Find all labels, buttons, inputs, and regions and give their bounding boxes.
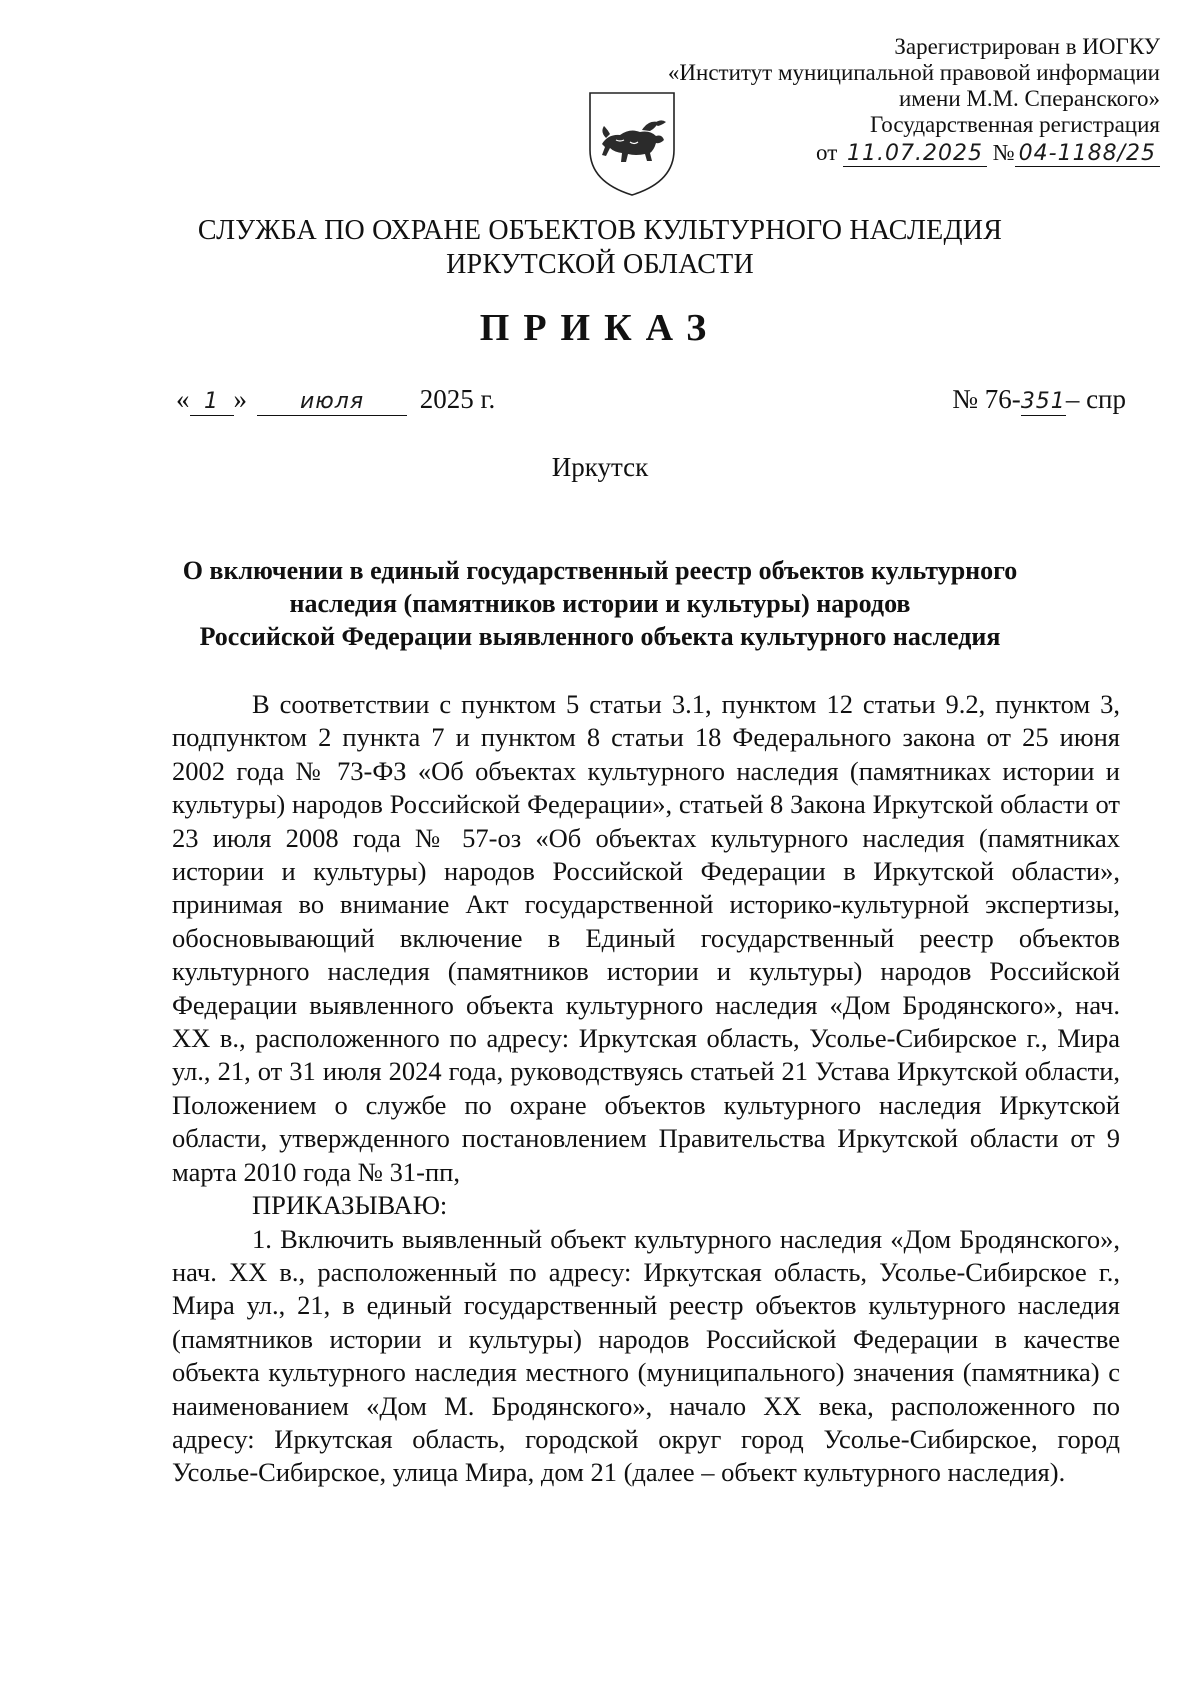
- registration-date: 11.07.2025: [843, 142, 987, 167]
- title-line: наследия (памятников истории и культуры) народов: [289, 589, 911, 618]
- title-line: Российской Федерации выявленного объекта культурного наследия: [199, 622, 1001, 651]
- order-number-prefix: № 76-: [952, 384, 1021, 414]
- order-word: ПРИКАЗЫВАЮ:: [252, 1190, 448, 1221]
- coat-of-arms-icon: [586, 90, 678, 198]
- date-number-row: [176, 384, 1126, 420]
- agency-name: [0, 214, 1200, 282]
- registration-number-prefix: №: [992, 140, 1015, 165]
- document-type: ПРИКАЗ: [479, 307, 721, 349]
- registration-line: Государственная регистрация: [870, 112, 1160, 137]
- date-day: 1: [190, 389, 234, 416]
- registration-line: имени М.М. Сперанского»: [898, 86, 1160, 111]
- registration-stamp: [640, 34, 1160, 167]
- registration-date-prefix: от: [816, 140, 838, 165]
- registration-line: «Институт муниципальной правовой информации: [667, 60, 1160, 85]
- document-title: [150, 554, 1050, 653]
- title-line: О включении в единый государственный реестр объектов культурного: [182, 556, 1018, 585]
- order-number-suffix: – спр: [1065, 384, 1126, 414]
- preamble-paragraph: В соответствии с пунктом 5 статьи 3.1, пунктом 12 статьи 9.2, пунктом 3, подпунктом 2 пункта 7 и пунктом 8 статьи 18 Федерального закона от 25 июня 2002 года № 73-ФЗ «Об объектах культурного наследия (памятниках истории и культуры) народов Российской Федерации», статьей 8 Закона Иркутской области от 23 июля 2008 года № 57-оз «Об объектах культурного наследия (памятниках истории и культуры) народов Российской Федерации в Иркутской области», принимая во внимание Акт государственной историко-культурной экспертизы, обосновывающий включение в Единый государственный реестр объектов культурного наследия (памятников истории и культуры) народов Российской Федерации выявленного объекта культурного наследия «Дом Бродянского», нач. XX в., расположенного по адресу: Иркутская область, Усолье-Сибирское г., Мира ул., 21, от 31 июля 2024 года, руководствуясь статьей 21 Устава Иркутской области, Положением о службе по охране объектов культурного наследия Иркутской области, утвержденного постановлением Правительства Иркутской области от 9 марта 2010 года № 31-пп,: [172, 689, 1120, 1187]
- order-number-value: 351: [1020, 389, 1066, 414]
- agency-name-line: ИРКУТСКОЙ ОБЛАСТИ: [446, 249, 754, 280]
- registration-line: Зарегистрирован в ИОГКУ: [894, 34, 1160, 59]
- registration-number: 04-1188/25: [1015, 142, 1160, 167]
- document-body: [172, 688, 1120, 1490]
- date-open-quote: «: [176, 384, 190, 414]
- date-close-quote: »: [233, 384, 247, 414]
- order-date: [176, 384, 495, 416]
- registration-date-line: [640, 140, 1160, 167]
- date-month: июля: [257, 389, 407, 416]
- order-number: [952, 384, 1126, 416]
- order-item-1: 1. Включить выявленный объект культурного наследия «Дом Бродянского», нач. XX в., расположенный по адресу: Иркутская область, Усолье-Сибирское г., Мира ул., 21, в единый государственный реестр объектов культурного наследия (памятников истории и культуры) народов Российской Федерации в качестве объекта культурного наследия местного (муниципального) значения (памятника) с наименованием «Дом М. Бродянского», начало XX века, расположенного по адресу: Иркутская область, городской округ город Усолье-Сибирское, город Усолье-Сибирское, улица Мира, дом 21 (далее – объект культурного наследия).: [172, 1223, 1120, 1488]
- date-year: 2025 г.: [419, 384, 496, 414]
- city: Иркутск: [551, 452, 649, 482]
- agency-name-line: СЛУЖБА ПО ОХРАНЕ ОБЪЕКТОВ КУЛЬТУРНОГО НАСЛЕДИЯ: [197, 215, 1003, 246]
